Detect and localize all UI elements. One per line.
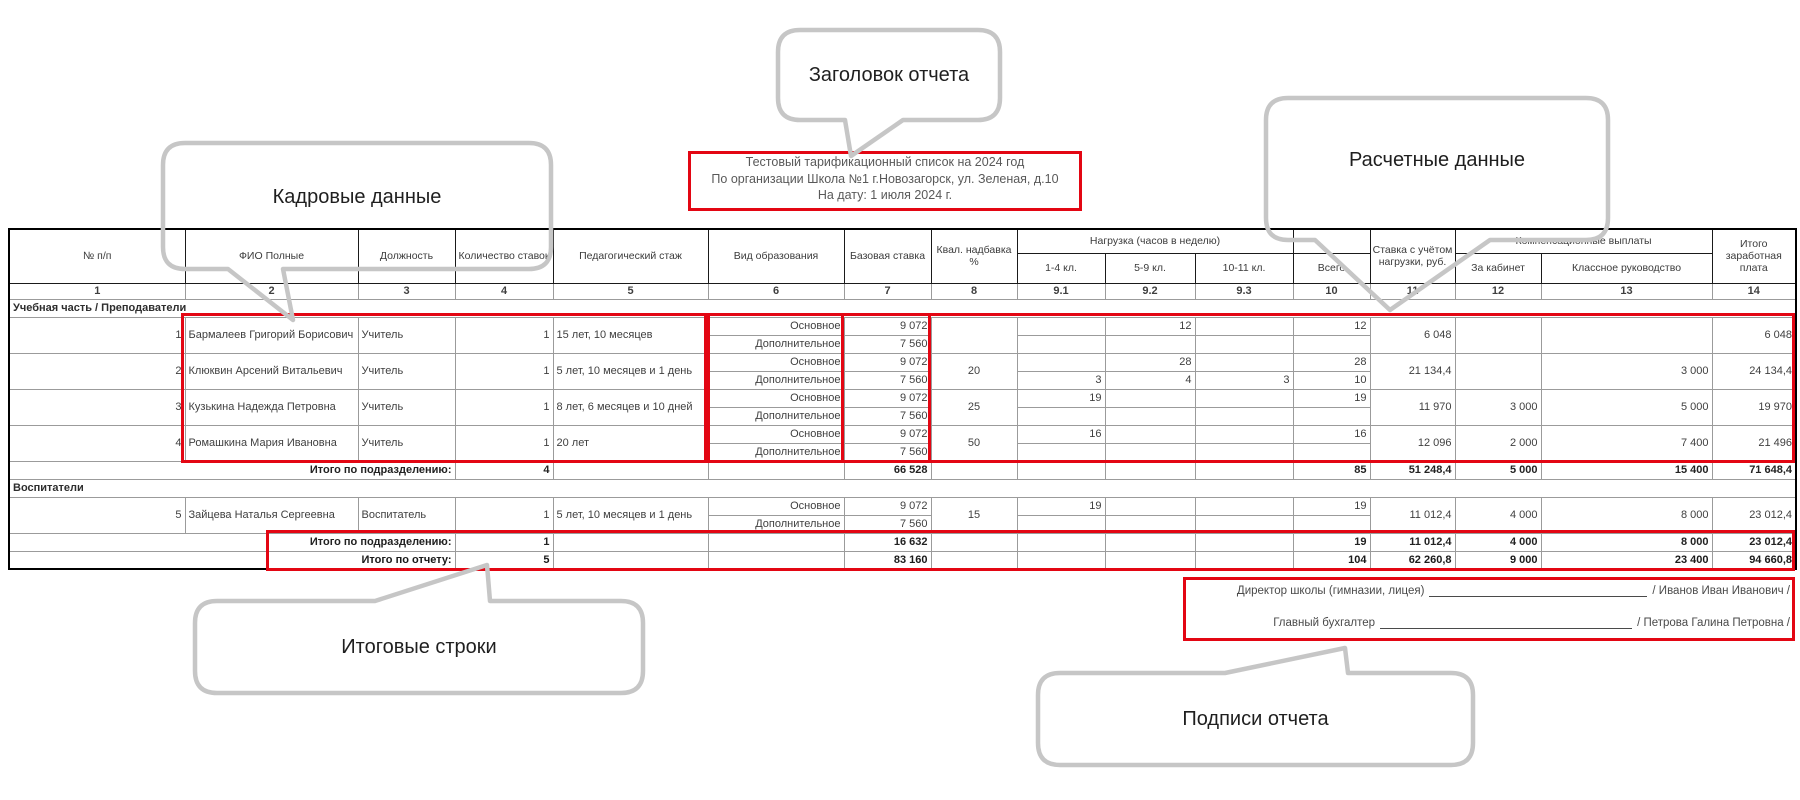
cell-fio: Зайцева Наталья Сергеевна [185,497,358,533]
cell-hours-total: 12 [1293,317,1370,335]
cell-g1011 [1195,335,1293,353]
cell-g14 [1017,515,1105,533]
cell-cabinet: 4 000 [1455,497,1541,533]
cell-g59 [1105,389,1195,407]
empty-cell [1195,461,1293,479]
empty-cell [708,461,844,479]
grand-base-rate: 83 160 [844,551,931,569]
signature-name: / Петрова Галина Петровна / [1637,617,1790,629]
cell-base-rate: 9 072 [844,353,931,371]
signature-row-director [1237,585,1790,597]
callout-bubble-report-header [778,30,1000,156]
cell-class-mgmt: 5 000 [1541,389,1712,425]
header-compensation-group: Компенсационные выплаты [1455,229,1712,253]
cell-g1011 [1195,515,1293,533]
cell-rate-with-load: 21 134,4 [1370,353,1455,389]
cell-g14: 16 [1017,425,1105,443]
cell-hours-total: 16 [1293,425,1370,443]
cell-hours-total: 10 [1293,371,1370,389]
col-number: 8 [931,283,1017,299]
cell-row-num: 5 [9,497,185,533]
empty-cell [1105,533,1195,551]
cell-g14 [1017,407,1105,425]
grand-total-row [9,551,1796,569]
table-row [9,353,1796,371]
cell-experience: 5 лет, 10 месяцев и 1 день [553,353,708,389]
cell-g1011: 3 [1195,371,1293,389]
cell-education: Основное [708,497,844,515]
cell-hours-total: 19 [1293,389,1370,407]
signature-role: Директор школы (гимназии, лицея) [1236,585,1425,597]
header-total-salary: Итого заработная плата [1712,229,1796,283]
col-number: 11 [1370,283,1455,299]
table-row [9,497,1796,515]
subtotal-label: Итого по подразделению: [9,461,455,479]
cell-experience: 15 лет, 10 месяцев [553,317,708,353]
cell-hours-total [1293,515,1370,533]
cell-g59 [1105,407,1195,425]
subtotal-rate-with-load: 51 248,4 [1370,461,1455,479]
cell-base-rate: 9 072 [844,317,931,335]
header-position: Должность [358,229,455,283]
cell-g1011 [1195,407,1293,425]
cell-rate-count: 1 [455,425,553,461]
col-number: 4 [455,283,553,299]
section-name: Учебная часть / Преподаватели [9,299,1796,317]
header-education: Вид образования [708,229,844,283]
cell-base-rate: 7 560 [844,515,931,533]
header-experience: Педагогический стаж [553,229,708,283]
cell-g14 [1017,353,1105,371]
subtotal-total-salary: 23 012,4 [1712,533,1796,551]
cell-rate-count: 1 [455,317,553,353]
cell-qual-bonus: 50 [931,425,1017,461]
subtotal-hours: 19 [1293,533,1370,551]
signature-blank-line [1380,617,1632,629]
cell-education: Дополнительное [708,335,844,353]
cell-g14: 3 [1017,371,1105,389]
cell-rate-with-load: 6 048 [1370,317,1455,353]
signature-blank-line [1429,585,1647,597]
cell-hours-total [1293,443,1370,461]
empty-cell [708,533,844,551]
callout-bubble-signatures [1038,648,1473,765]
subtotal-rate-with-load: 11 012,4 [1370,533,1455,551]
col-number: 1 [9,283,185,299]
empty-cell [1017,533,1105,551]
signature-role: Главный бухгалтер [1273,617,1376,629]
cell-experience: 8 лет, 6 месяцев и 10 дней [553,389,708,425]
cell-hours-total [1293,407,1370,425]
header-base-rate: Базовая ставка [844,229,931,283]
empty-cell [1195,551,1293,569]
cell-total-salary: 23 012,4 [1712,497,1796,533]
header-grades-1-4: 1-4 кл. [1017,253,1105,283]
col-number: 5 [553,283,708,299]
cell-g14: 19 [1017,389,1105,407]
cell-education: Основное [708,317,844,335]
cell-education: Дополнительное [708,443,844,461]
col-number: 7 [844,283,931,299]
empty-cell [1195,533,1293,551]
cell-education: Дополнительное [708,371,844,389]
report-title-line2: По организации Школа №1 г.Новозагорск, ул. Зеленая, д.10 [711,171,1059,186]
cell-qual-bonus: 20 [931,353,1017,389]
subtotal-rate-count: 1 [455,533,553,551]
col-number: 6 [708,283,844,299]
cell-base-rate: 7 560 [844,407,931,425]
cell-g14 [1017,335,1105,353]
cell-cabinet [1455,353,1541,389]
cell-rate-with-load: 11 970 [1370,389,1455,425]
col-number: 3 [358,283,455,299]
cell-cabinet [1455,317,1541,353]
cell-total-salary: 21 496 [1712,425,1796,461]
cell-hours-total [1293,335,1370,353]
callout-bubble-totals [195,565,643,693]
header-num: № п/п [9,229,185,283]
col-number: 9.1 [1017,283,1105,299]
subtotal-row [9,533,1796,551]
header-total-hours: Всего [1293,253,1370,283]
cell-experience: 20 лет [553,425,708,461]
grand-hours: 104 [1293,551,1370,569]
subtotal-cabinet: 5 000 [1455,461,1541,479]
empty-cell [708,551,844,569]
table-row [9,317,1796,335]
cell-fio: Клюквин Арсений Витальевич [185,353,358,389]
col-number: 2 [185,283,358,299]
callout-label-calculated: Расчетные данные [1348,148,1526,171]
tariff-table [8,228,1797,570]
col-number: 9.3 [1195,283,1293,299]
cell-cabinet: 3 000 [1455,389,1541,425]
cell-cabinet: 2 000 [1455,425,1541,461]
cell-g59: 28 [1105,353,1195,371]
cell-education: Основное [708,353,844,371]
cell-class-mgmt: 7 400 [1541,425,1712,461]
header-rate-count: Количество ставок [455,229,553,283]
cell-education: Основное [708,425,844,443]
grand-total-label: Итого по отчету: [9,551,455,569]
callout-label-totals: Итоговые строки [341,635,497,658]
signature-row-accountant [1273,617,1790,629]
subtotal-rate-count: 4 [455,461,553,479]
header-class-mgmt: Классное руководство [1541,253,1712,283]
header-total-hours-spacer [1293,229,1370,253]
table-row [9,389,1796,407]
empty-cell [553,533,708,551]
cell-class-mgmt [1541,317,1712,353]
cell-base-rate: 7 560 [844,335,931,353]
empty-cell [1017,551,1105,569]
cell-g14: 19 [1017,497,1105,515]
cell-experience: 5 лет, 10 месяцев и 1 день [553,497,708,533]
section-row [9,299,1796,317]
cell-rate-count: 1 [455,389,553,425]
cell-g59: 4 [1105,371,1195,389]
cell-g59 [1105,515,1195,533]
cell-fio: Кузькина Надежда Петровна [185,389,358,425]
subtotal-label: Итого по подразделению: [9,533,455,551]
subtotal-class-mgmt: 8 000 [1541,533,1712,551]
section-row [9,479,1796,497]
cell-qual-bonus: 15 [931,497,1017,533]
subtotal-cabinet: 4 000 [1455,533,1541,551]
cell-g1011 [1195,389,1293,407]
header-row-groups [9,229,1796,253]
cell-base-rate: 7 560 [844,371,931,389]
cell-row-num: 3 [9,389,185,425]
col-number: 9.2 [1105,283,1195,299]
cell-total-salary: 6 048 [1712,317,1796,353]
cell-qual-bonus: 25 [931,389,1017,425]
cell-fio: Ромашкина Мария Ивановна [185,425,358,461]
cell-total-salary: 24 134,4 [1712,353,1796,389]
cell-g1011 [1195,425,1293,443]
cell-base-rate: 9 072 [844,425,931,443]
subtotal-base-rate: 16 632 [844,533,931,551]
cell-g14 [1017,443,1105,461]
cell-education: Основное [708,389,844,407]
cell-position: Воспитатель [358,497,455,533]
empty-cell [1105,551,1195,569]
cell-g59 [1105,443,1195,461]
header-load-group: Нагрузка (часов в неделю) [1017,229,1293,253]
cell-total-salary: 19 970 [1712,389,1796,425]
subtotal-hours: 85 [1293,461,1370,479]
col-number: 10 [1293,283,1370,299]
subtotal-base-rate: 66 528 [844,461,931,479]
table-row [9,425,1796,443]
cell-rate-count: 1 [455,353,553,389]
callout-label-personnel: Кадровые данные [272,185,442,208]
header-cabinet: За кабинет [1455,253,1541,283]
empty-cell [931,461,1017,479]
header-rate-with-load: Ставка с учётом нагрузки, руб. [1370,229,1455,283]
header-qual-bonus: Квал. надбавка % [931,229,1017,283]
cell-row-num: 4 [9,425,185,461]
cell-g14 [1017,317,1105,335]
col-number: 14 [1712,283,1796,299]
cell-rate-with-load: 11 012,4 [1370,497,1455,533]
cell-g59 [1105,335,1195,353]
empty-cell [553,461,708,479]
report-title-line1: Тестовый тарификационный список на 2024 год [745,155,1025,169]
cell-position: Учитель [358,317,455,353]
cell-row-num: 1 [9,317,185,353]
cell-education: Дополнительное [708,515,844,533]
cell-g59 [1105,425,1195,443]
cell-g59 [1105,497,1195,515]
empty-cell [931,551,1017,569]
grand-rate-count: 5 [455,551,553,569]
empty-cell [553,551,708,569]
cell-position: Учитель [358,389,455,425]
cell-qual-bonus [931,317,1017,353]
grand-rate-with-load: 62 260,8 [1370,551,1455,569]
header-grades-5-9: 5-9 кл. [1105,253,1195,283]
cell-position: Учитель [358,425,455,461]
report-title-line3: На дату: 1 июля 2024 г. [817,188,953,202]
empty-cell [931,533,1017,551]
signature-name: / Иванов Иван Иванович / [1652,585,1790,597]
section-name: Воспитатели [9,479,1796,497]
cell-rate-with-load: 12 096 [1370,425,1455,461]
col-number: 13 [1541,283,1712,299]
cell-row-num: 2 [9,353,185,389]
cell-fio: Бармалеев Григорий Борисович [185,317,358,353]
grand-cabinet: 9 000 [1455,551,1541,569]
cell-g1011 [1195,443,1293,461]
header-grades-10-11: 10-11 кл. [1195,253,1293,283]
cell-education: Дополнительное [708,407,844,425]
column-number-row [9,283,1796,299]
cell-class-mgmt: 8 000 [1541,497,1712,533]
cell-base-rate: 9 072 [844,389,931,407]
cell-class-mgmt: 3 000 [1541,353,1712,389]
cell-hours-total: 19 [1293,497,1370,515]
callout-label-signatures: Подписи отчета [1182,707,1329,730]
subtotal-row [9,461,1796,479]
empty-cell [1017,461,1105,479]
subtotal-class-mgmt: 15 400 [1541,461,1712,479]
cell-g1011 [1195,497,1293,515]
cell-g1011 [1195,317,1293,335]
grand-class-mgmt: 23 400 [1541,551,1712,569]
empty-cell [1105,461,1195,479]
cell-g59: 12 [1105,317,1195,335]
cell-hours-total: 28 [1293,353,1370,371]
subtotal-total-salary: 71 648,4 [1712,461,1796,479]
callout-label-report-header: Заголовок отчета [808,63,970,86]
cell-base-rate: 7 560 [844,443,931,461]
cell-position: Учитель [358,353,455,389]
report-title-block [688,154,1082,208]
cell-rate-count: 1 [455,497,553,533]
header-fio: ФИО Полные [185,229,358,283]
col-number: 12 [1455,283,1541,299]
grand-total-salary: 94 660,8 [1712,551,1796,569]
cell-base-rate: 9 072 [844,497,931,515]
cell-g1011 [1195,353,1293,371]
